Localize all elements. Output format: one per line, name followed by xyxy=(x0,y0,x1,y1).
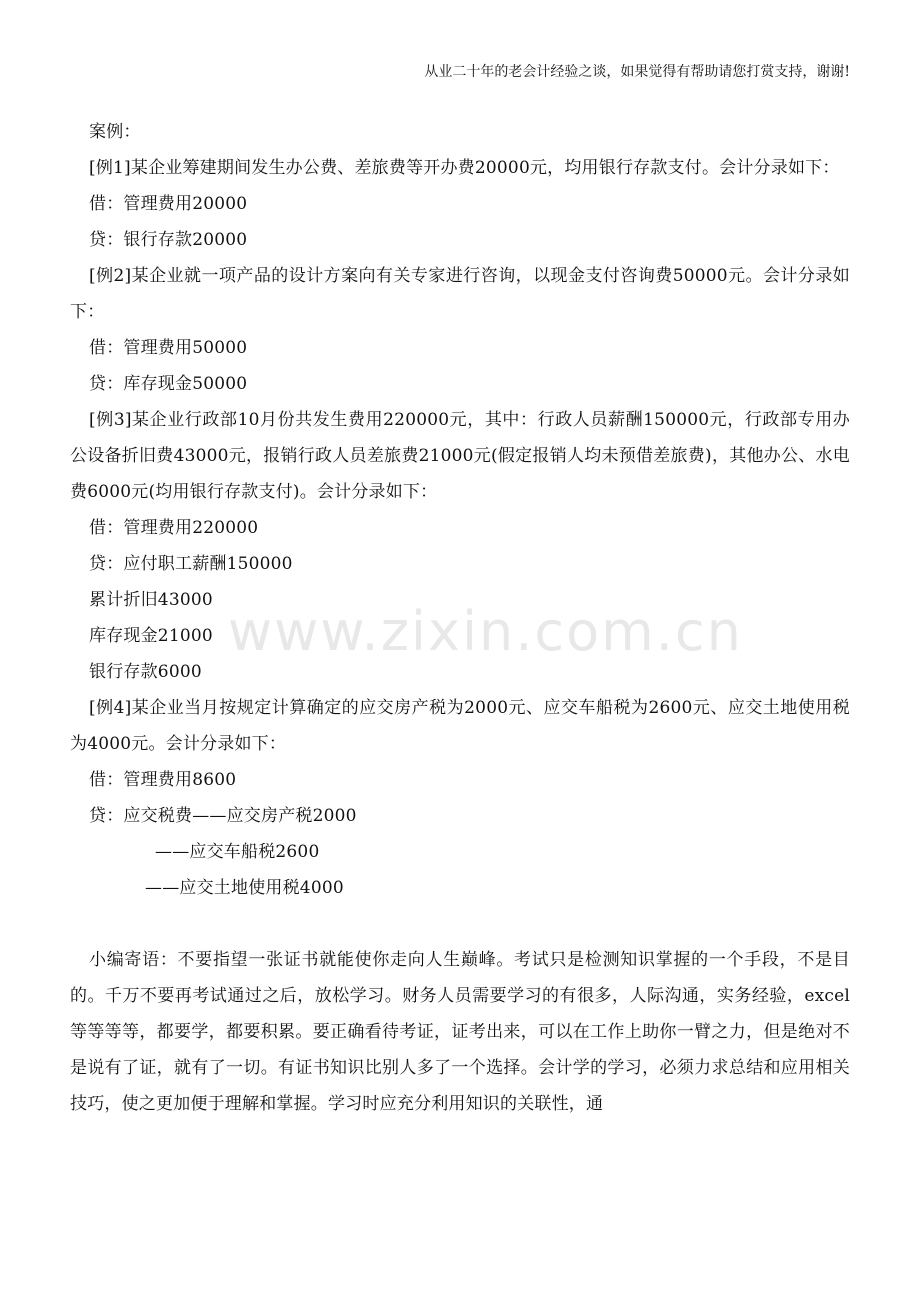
header-note: 从业二十年的老会计经验之谈，如果觉得有帮助请您打赏支持，谢谢! xyxy=(424,64,850,80)
document-body xyxy=(70,114,850,1122)
example-2-debit: 借：管理费用50000 xyxy=(89,338,248,358)
example-3-credit-line: 累计折旧43000 xyxy=(89,590,213,610)
example-3-credit-line: 库存现金21000 xyxy=(89,626,213,646)
example-4-debit: 借：管理费用8600 xyxy=(89,770,237,790)
example-3-credit: 贷：应付职工薪酬150000 xyxy=(89,554,293,574)
example-3-credit-line: 银行存款6000 xyxy=(89,662,202,682)
example-1-credit: 贷：银行存款20000 xyxy=(89,230,248,250)
example-3-debit: 借：管理费用220000 xyxy=(89,518,259,538)
example-2-credit: 贷：库存现金50000 xyxy=(89,374,248,394)
example-1-text: [例1]某企业筹建期间发生办公费、差旅费等开办费20000元，均用银行存款支付。会计分录如下： xyxy=(89,158,840,178)
example-4-text: [例4]某企业当月按规定计算确定的应交房产税为2000元、应交车船税为2600元、应交土地使用税为4000元。会计分录如下： xyxy=(70,698,850,754)
section-label: 案例： xyxy=(89,122,141,142)
example-3-text: [例3]某企业行政部10月份共发生费用220000元，其中：行政人员薪酬150000元，行政部专用办公设备折旧费43000元，报销行政人员差旅费21000元(假定报销人均未预借差旅费)，其他办公、水电费6000元(均用银行存款支付)。会计分录如下： xyxy=(70,410,850,502)
example-2-text: [例2]某企业就一项产品的设计方案向有关专家进行咨询，以现金支付咨询费50000元。会计分录如下： xyxy=(70,266,850,322)
example-1-debit: 借：管理费用20000 xyxy=(89,194,248,214)
example-4-credit: 贷：应交税费——应交房产税2000 xyxy=(89,806,357,826)
example-4-credit-sub: ——应交土地使用税4000 xyxy=(145,878,344,898)
example-4-credit-sub: ——应交车船税2600 xyxy=(155,842,320,862)
editor-note: 小编寄语：不要指望一张证书就能使你走向人生巅峰。考试只是检测知识掌握的一个手段，不是目的。千万不要再考试通过之后，放松学习。财务人员需要学习的有很多，人际沟通，实务经验，excel等等等等，都要学，都要积累。要正确看待考证，证考出来，可以在工作上助你一臂之力，但是绝对不是说有了证，就有了一切。有证书知识比别人多了一个选择。会计学的学习，必须力求总结和应用相关技巧，使之更加便于理解和掌握。学习时应充分利用知识的关联性，通 xyxy=(70,950,850,1114)
watermark: www.zixin.com.cn xyxy=(228,600,743,663)
